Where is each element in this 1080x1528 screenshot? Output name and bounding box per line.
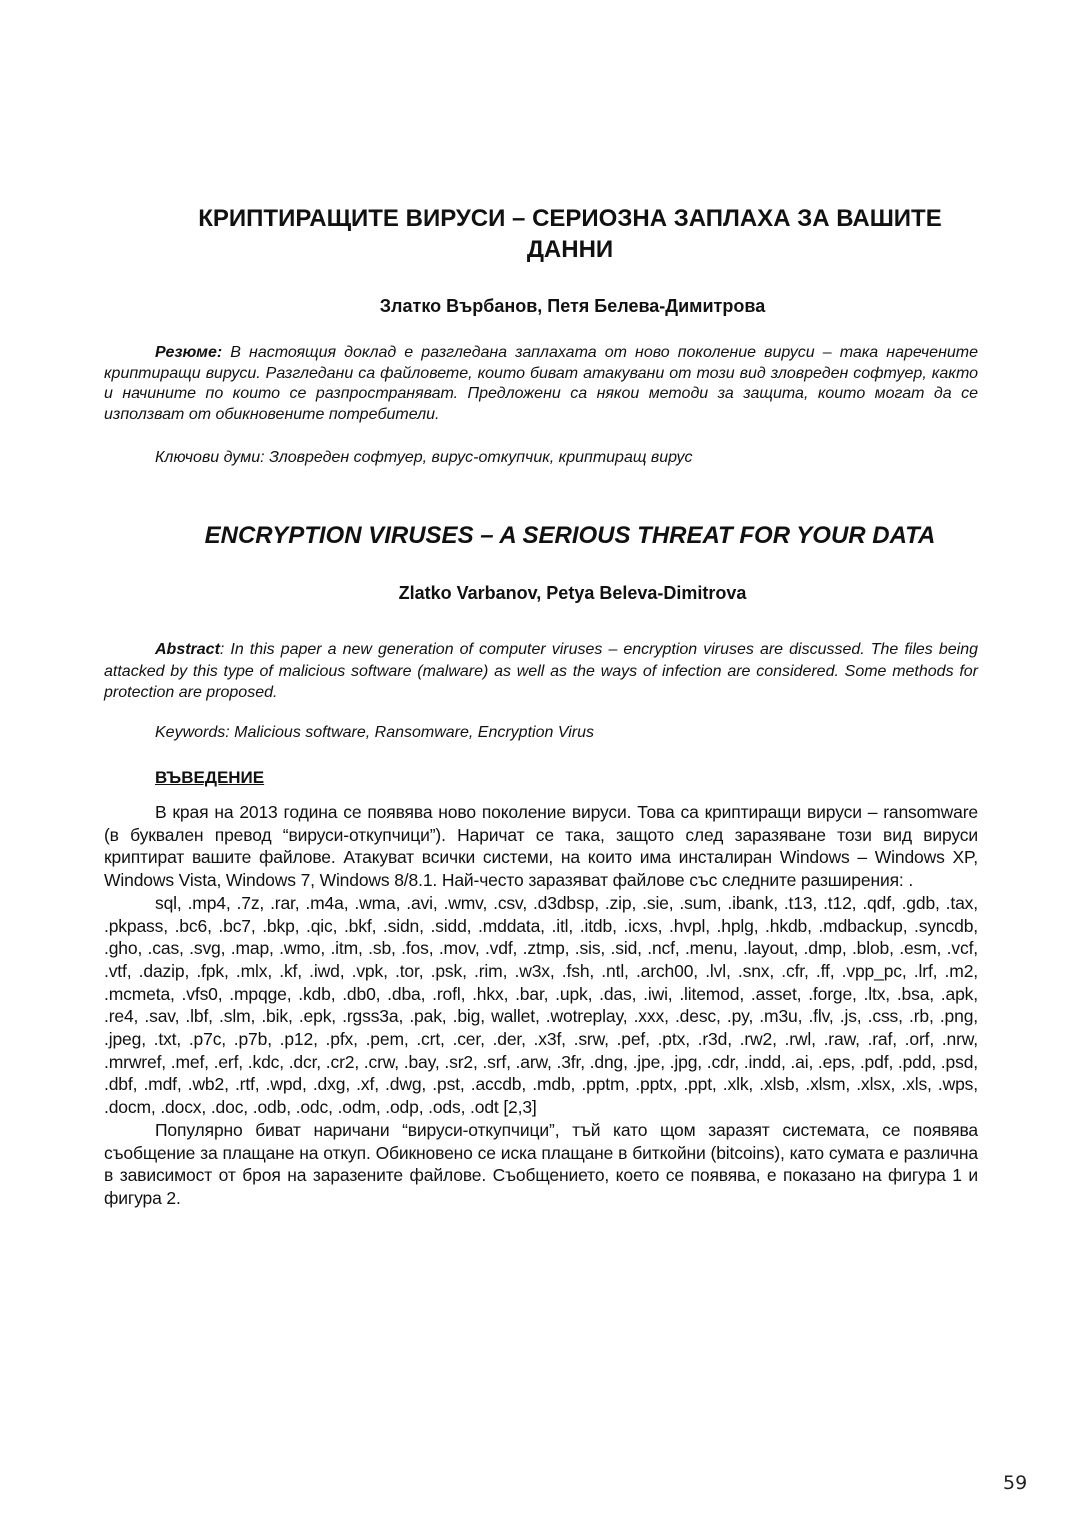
abstract-text-english: : In this paper a new generation of computer viruses – encryption viruses are discussed. The files being attacked by this type of malicious software (malware) as well as the ways of infection are considered. Some methods for protection are proposed.: [104, 641, 978, 701]
authors-bulgarian: Златко Върбанов, Петя Белева-Димитрова: [379, 296, 766, 316]
body-paragraph-extensions: sql, .mp4, .7z, .rar, .m4a, .wma, .avi, .wmv, .csv, .d3dbsp, .zip, .sie, .sum, .ibank, .t13, .t12, .qdf, .gdb, .tax, .pkpass, .bc6, .bc7, .bkp, .qic, .bkf, .sidn, .sidd, .mddata, .itl, .itdb, .icxs, .hvpl, .hplg, .hkdb, .mdbackup, .syncdb, .gho, .cas, .svg, .map, .wmo, .itm, .sb, .fos, .mov, .vdf, .ztmp, .sis, .sid, .ncf, .menu, .layout, .dmp, .blob, .esm, .vcf, .vtf, .dazip, .fpk, .mlx, .kf, .iwd, .vpk, .tor, .psk, .rim, .w3x, .fsh, .ntl, .arch00, .lvl, .snx, .cfr, .ff, .vpp_pc, .lrf, .m2, .mcmeta, .vfs0, .mpqge, .kdb, .db0, .dba, .rofl, .hkx, .bar, .upk, .das, .iwi, .litemod, .asset, .forge, .ltx, .bsa, .apk, .re4, .sav, .lbf, .slm, .bik, .epk, .rgss3a, .pak, .big, wallet, .wotreplay, .xxx, .desc, .py, .m3u, .flv, .js, .css, .rb, .png, .jpeg, .txt, .p7c, .p7b, .p12, .pfx, .pem, .crt, .cer, .der, .x3f, .srw, .pef, .ptx, .r3d, .rw2, .rwl, .raw, .raf, .orf, .nrw, .mrwref, .mef, .erf, .kdc, .dcr, .cr2, .crw, .bay, .sr2, .srf, .arw, .3fr, .dng, .jpe, .jpg, .cdr, .indd, .ai, .eps, .pdf, .pdd, .psd, .dbf, .mdf, .wb2, .rtf, .wpd, .dxg, .xf, .dwg, .pst, .accdb, .mdb, .pptm, .pptx, .ppt, .xlk, .xlsb, .xlsm, .xlsx, .xls, .wps, .docm, .docx, .doc, .odb, .odc, .odm, .odp, .ods, .odt [2,3]: [104, 892, 978, 1118]
abstract-label-english: Abstract: [155, 641, 220, 658]
page-number: 59: [1003, 1472, 1028, 1494]
abstract-english: [104, 639, 978, 704]
paper-title-english: ENCRYPTION VIRUSES – A SERIOUS THREAT FOR YOUR DATA: [204, 522, 936, 549]
body-paragraph: В края на 2013 година се появява ново поколение вируси. Това са криптиращи вируси – ransomware (в буквален превод “вируси-откупчици”). Наричат се така, защото след заразяване този вид вируси криптират вашите файлове. Атакуват всички системи, на които има инсталиран Windows – Windows XP, Windows Vista, Windows 7, Windows 8/8.1. Най-често заразяват файлове със следните разширения: .: [104, 802, 978, 891]
body-paragraph: Популярно биват наричани “вируси-откупчици”, тъй като щом заразят системата, се появява съобщение за плащане на откуп. Обикновено се иска плащане в биткойни (bitcoins), като сумата е различна в зависимост от броя на заразените файлове. Съобщението, което се появява, е показано на фигура 1 и фигура 2.: [104, 1119, 978, 1208]
abstract-label-bulgarian: Резюме:: [155, 344, 223, 361]
authors-english: Zlatko Varbanov, Petya Beleva-Dimitrova: [398, 583, 747, 603]
keywords-english: Keywords: Malicious software, Ransomware, Encryption Virus: [155, 724, 594, 741]
abstract-bulgarian: [104, 343, 978, 426]
keywords-bulgarian: Ключови думи: Зловреден софтуер, вирус-откупчик, криптиращ вирус: [155, 449, 693, 466]
section-body: [104, 801, 978, 1210]
paper-title-bulgarian: КРИПТИРАЩИТЕ ВИРУСИ – СЕРИОЗНА ЗАПЛАХА ЗА ВАШИТЕ ДАННИ: [198, 205, 942, 263]
section-heading-introduction: ВЪВЕДЕНИЕ: [155, 768, 265, 787]
abstract-text-bulgarian: В настоящия доклад е разгледана заплахата от ново поколение вируси – така наречените криптиращи вируси. Разгледани са файловете, които биват атакувани от този вид зловреден софтуер, както и начините по които се разпространяват. Предложени са някои методи за защита, които могат да се използват от обикновените потребители.: [104, 344, 978, 424]
